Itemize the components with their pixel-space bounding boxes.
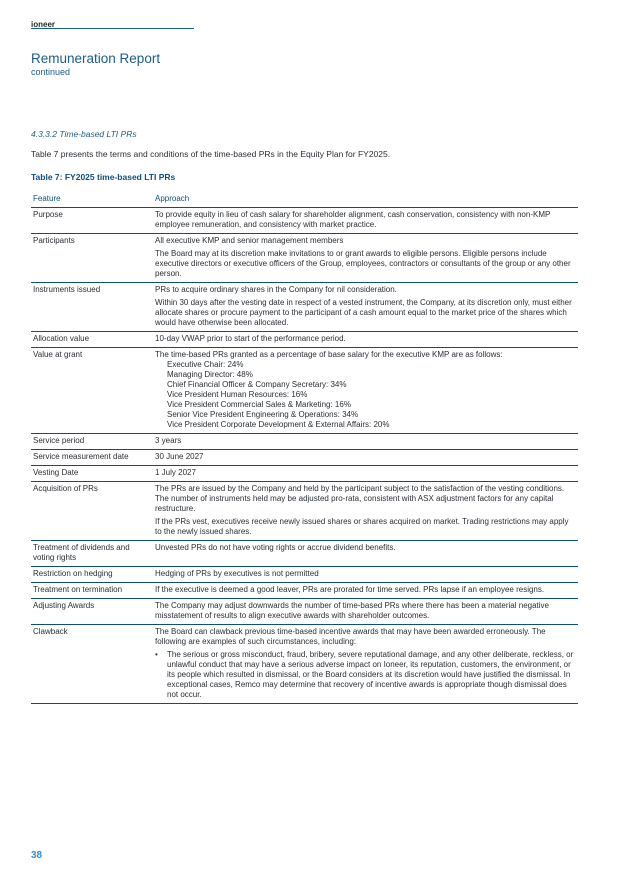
row-approach xyxy=(153,283,578,332)
row-approach xyxy=(153,466,578,482)
row-feature: Instruments issued xyxy=(31,283,153,332)
row-feature: Adjusting Awards xyxy=(31,599,153,625)
table-header-row xyxy=(31,192,578,208)
table-row xyxy=(31,541,578,567)
grant-item: Executive Chair: 24% xyxy=(167,360,244,369)
row-feature: Value at grant xyxy=(31,348,153,434)
header-rule xyxy=(31,28,194,29)
row-feature: Allocation value xyxy=(31,332,153,348)
table-row xyxy=(31,434,578,450)
row-approach xyxy=(153,234,578,283)
grant-item: Managing Director: 48% xyxy=(167,370,253,379)
row-approach xyxy=(153,208,578,234)
row-approach xyxy=(153,541,578,567)
table-caption: Table 7: FY2025 time-based LTI PRs xyxy=(31,172,176,182)
row-feature: Service period xyxy=(31,434,153,450)
row-approach xyxy=(153,583,578,599)
approach-text: Hedging of PRs by executives is not permitted xyxy=(155,569,319,578)
row-approach xyxy=(153,434,578,450)
grant-item: Chief Financial Officer & Company Secretary: 34% xyxy=(167,380,347,389)
bullet-icon: • xyxy=(155,650,158,659)
row-feature: Acquisition of PRs xyxy=(31,482,153,541)
table-row xyxy=(31,208,578,234)
report-subtitle: continued xyxy=(31,67,71,77)
table-row xyxy=(31,450,578,466)
row-feature: Treatment on termination xyxy=(31,583,153,599)
grant-item: Vice President Commercial Sales & Marketing: 16% xyxy=(167,400,351,409)
approach-text: 30 June 2027 xyxy=(155,452,204,461)
row-approach xyxy=(153,599,578,625)
approach-text: If the PRs vest, executives receive newly issued shares or shares acquired on market. Trading restrictions may apply to the newly issued shares. xyxy=(155,517,569,536)
table-row xyxy=(31,283,578,332)
lti-terms-table xyxy=(31,192,578,704)
row-approach xyxy=(153,348,578,434)
approach-text: 3 years xyxy=(155,436,182,445)
table-row xyxy=(31,348,578,434)
row-approach xyxy=(153,332,578,348)
row-feature: Vesting Date xyxy=(31,466,153,482)
report-title: Remuneration Report xyxy=(31,51,161,66)
grant-item: Vice President Human Resources: 16% xyxy=(167,390,308,399)
row-feature: Participants xyxy=(31,234,153,283)
row-feature: Treatment of dividends and voting rights xyxy=(31,541,153,567)
table-row xyxy=(31,234,578,283)
bullet-text: The serious or gross misconduct, fraud, bribery, severe reputational damage, and any other deliberate, reckless, or unlawful conduct that may have a serious adverse impact on Ioneer, its reputation, customers, the environment, or its people which resulted in dismissal, or the Board considers at its discretion would have justified the dismissal. In exceptional cases, Remco may determine that recovery of incentive awards is appropriate though dismissal does not occur. xyxy=(167,650,574,699)
table-row xyxy=(31,599,578,625)
table-row xyxy=(31,482,578,541)
row-feature: Service measurement date xyxy=(31,450,153,466)
row-approach xyxy=(153,482,578,541)
approach-text: Within 30 days after the vesting date in respect of a vested instrument, the Company, at its discretion only, must either allocate shares or procure payment to the participant of a cash amount equal to the market price of the shares which would have otherwise been allocated. xyxy=(155,298,572,327)
section-title: 4.3.3.2 Time-based LTI PRs xyxy=(31,129,137,139)
header-feature: Feature xyxy=(31,192,153,208)
table-row xyxy=(31,466,578,482)
approach-text: If the executive is deemed a good leaver, PRs are prorated for time served. PRs lapse if an employee resigns. xyxy=(155,585,545,594)
row-approach xyxy=(153,567,578,583)
approach-text: To provide equity in lieu of cash salary for shareholder alignment, cash conservation, consistency with non-KMP employee remuneration, and consistency with market practice. xyxy=(155,210,551,229)
approach-text: 10-day VWAP prior to start of the performance period. xyxy=(155,334,346,343)
row-approach xyxy=(153,450,578,466)
page-number: 38 xyxy=(31,850,43,861)
row-approach xyxy=(153,625,578,704)
approach-text: Unvested PRs do not have voting rights or accrue dividend benefits. xyxy=(155,543,396,552)
approach-text: The Board can clawback previous time-based incentive awards that may have been awarded erroneously. The following are examples of such circumstances, including: xyxy=(155,627,546,646)
approach-text: PRs to acquire ordinary shares in the Company for nil consideration. xyxy=(155,285,397,294)
header-approach: Approach xyxy=(153,192,578,208)
approach-text: 1 July 2027 xyxy=(155,468,196,477)
table-row xyxy=(31,332,578,348)
approach-text: The time-based PRs granted as a percentage of base salary for the executive KMP are as follows: xyxy=(155,350,503,359)
brand-name: ioneer xyxy=(31,20,56,29)
grant-percentage-list xyxy=(155,360,576,430)
clawback-bullet xyxy=(155,650,576,700)
grant-item: Senior Vice President Engineering & Operations: 34% xyxy=(167,410,359,419)
table-row xyxy=(31,583,578,599)
row-feature: Purpose xyxy=(31,208,153,234)
section-intro: Table 7 presents the terms and conditions of the time-based PRs in the Equity Plan for FY2025. xyxy=(31,149,391,159)
table-row xyxy=(31,567,578,583)
table-row xyxy=(31,625,578,704)
approach-text: The PRs are issued by the Company and held by the participant subject to the satisfaction of the vesting conditions. The number of instruments held may be adjusted pro-rata, consistent with ASX adjustment factors for any capital restructure. xyxy=(155,484,565,513)
approach-text: All executive KMP and senior management members xyxy=(155,236,344,245)
approach-text: The Board may at its discretion make invitations to or grant awards to eligible persons. Eligible persons include executive directors or executive officers of the Group, employees, contractors or consultants of the group or any other person. xyxy=(155,249,571,278)
approach-text: The Company may adjust downwards the number of time-based PRs where there has been a material negative misstatement of results to align executive awards with shareholder outcomes. xyxy=(155,601,549,620)
row-feature: Clawback xyxy=(31,625,153,704)
row-feature: Restriction on hedging xyxy=(31,567,153,583)
grant-item: Vice President Corporate Development & External Affairs: 20% xyxy=(167,420,390,429)
